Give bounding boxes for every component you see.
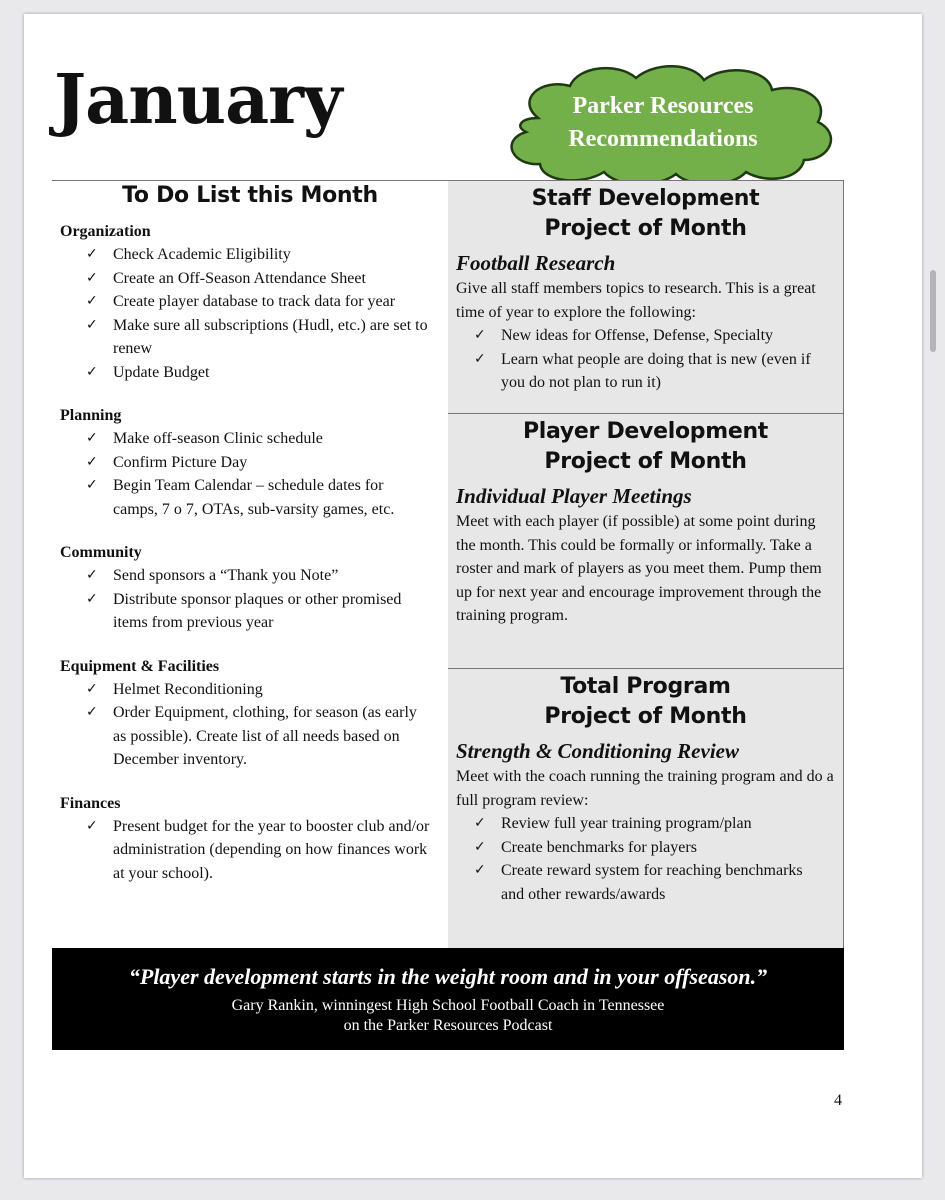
player-title-line-2: Project of Month — [544, 449, 747, 474]
checklist-item-text: Update Budget — [113, 363, 210, 381]
checkmark-icon: ✓ — [86, 590, 98, 607]
checkmark-icon: ✓ — [86, 704, 98, 720]
checklist-item — [60, 588, 431, 635]
todo-checklist — [60, 815, 448, 886]
todo-group — [60, 792, 448, 886]
player-subtitle: Individual Player Meetings — [456, 484, 692, 508]
checklist-item — [60, 701, 431, 772]
checklist-item — [60, 815, 431, 886]
total-title-line-2: Project of Month — [544, 704, 747, 729]
todo-checklist — [60, 427, 448, 521]
checkmark-icon: ✓ — [474, 350, 486, 367]
todo-group-title: Community — [60, 544, 142, 561]
checklist-item-text: Learn what people are doing that is new (even if you do not plan to run it) — [501, 350, 811, 391]
month-title: January — [54, 60, 342, 140]
checkmark-icon: ✓ — [86, 293, 98, 309]
checklist-item — [448, 324, 829, 348]
todo-group-title: Equipment & Facilities — [60, 657, 220, 675]
checkmark-icon: ✓ — [86, 246, 98, 262]
checklist-item — [60, 427, 431, 451]
checklist-item-text: Distribute sponsor plaques or other promised items from previous year — [113, 590, 402, 631]
checkmark-icon: ✓ — [86, 269, 98, 286]
checklist-item — [60, 474, 431, 521]
checklist-item-text: Make sure all subscriptions (Hudl, etc.) are set to renew — [113, 316, 428, 357]
checkmark-icon: ✓ — [86, 363, 98, 380]
checklist-item — [448, 859, 829, 906]
checkmark-icon: ✓ — [86, 430, 98, 446]
checklist-item — [60, 678, 431, 702]
total-program-panel — [448, 669, 844, 949]
staff-title-line-1: Staff Development — [531, 186, 760, 211]
checkmark-icon: ✓ — [474, 838, 486, 855]
total-checklist — [448, 812, 843, 906]
staff-checklist — [448, 324, 843, 395]
checklist-item-text: Create an Off-Season Attendance Sheet — [113, 269, 366, 287]
todo-group — [60, 220, 448, 384]
todo-group-title: Finances — [60, 794, 121, 812]
staff-subtitle: Football Research — [456, 251, 616, 275]
player-title-line-1: Player Development — [522, 419, 769, 444]
todo-group — [60, 404, 448, 521]
checklist-item-text: Make off-season Clinic schedule — [113, 430, 323, 447]
todo-group-title: Planning — [60, 407, 122, 424]
todo-checklist — [60, 678, 448, 772]
todo-group — [60, 655, 448, 772]
checkmark-icon: ✓ — [86, 680, 98, 697]
checklist-item — [60, 290, 431, 314]
checkmark-icon: ✓ — [474, 862, 486, 878]
checklist-item — [448, 812, 829, 836]
checkmark-icon: ✓ — [86, 817, 98, 834]
todo-heading: To Do List this Month — [122, 183, 378, 208]
staff-title-line-2: Project of Month — [544, 216, 747, 241]
quote-text: “Player development starts in the weight room and in your offseason.” — [128, 964, 768, 989]
badge-line-1: Parker Resources — [572, 93, 754, 119]
staff-development-panel — [448, 180, 844, 414]
recommendations-badge — [478, 60, 848, 188]
checklist-item-text: Check Academic Eligibility — [113, 246, 291, 263]
checkmark-icon: ✓ — [474, 815, 486, 831]
quote-attribution-line-2: on the Parker Resources Podcast — [343, 1017, 553, 1034]
checklist-item-text: Create benchmarks for players — [501, 838, 697, 856]
checkmark-icon: ✓ — [86, 316, 98, 333]
staff-body: Give all staff members topics to research. This is a great time of year to explore the following: — [456, 280, 816, 321]
checklist-item — [448, 836, 829, 860]
vertical-scrollbar[interactable] — [930, 270, 936, 352]
checklist-item-text: Present budget for the year to booster club and/or administration (depending on how finances work at your school). — [113, 817, 430, 882]
checklist-item — [60, 314, 431, 361]
quote-banner — [52, 948, 844, 1050]
checkmark-icon: ✓ — [474, 327, 486, 343]
player-development-panel — [448, 414, 844, 669]
checklist-item — [60, 451, 431, 475]
player-body: Meet with each player (if possible) at some point during the month. This could be formally or informally. Take a roster and mark of players as you meet them. Pump them up for next year and encourage improvement through the training program. — [456, 513, 822, 624]
badge-line-2: Recommendations — [568, 126, 758, 152]
todo-groups — [52, 220, 448, 885]
total-body: Meet with the coach running the training program and do a full program review: — [456, 768, 834, 809]
checklist-item-text: Confirm Picture Day — [113, 453, 248, 471]
checklist-item-text: Create reward system for reaching benchmarks and other rewards/awards — [501, 862, 803, 903]
checkmark-icon: ✓ — [86, 453, 98, 470]
projects-column — [448, 180, 844, 949]
checklist-item-text: Begin Team Calendar – schedule dates for camps, 7 o 7, OTAs, sub-varsity games, etc. — [113, 477, 395, 518]
total-subtitle: Strength & Conditioning Review — [456, 739, 739, 763]
checklist-item-text: Helmet Reconditioning — [113, 680, 263, 698]
checklist-item-text: New ideas for Offense, Defense, Specialty — [501, 327, 774, 344]
checklist-item — [448, 348, 829, 395]
checklist-item — [60, 361, 431, 385]
page-number: 4 — [834, 1092, 842, 1109]
checklist-item-text: Send sponsors a “Thank you Note” — [113, 567, 339, 584]
todo-checklist — [60, 564, 448, 635]
checkmark-icon: ✓ — [86, 477, 98, 493]
checkmark-icon: ✓ — [86, 567, 98, 583]
total-title-line-1: Total Program — [560, 674, 731, 699]
todo-checklist — [60, 243, 448, 384]
quote-attribution-line-1: Gary Rankin, winningest High School Football Coach in Tennessee — [231, 997, 665, 1014]
checklist-item — [60, 267, 431, 291]
todo-group-title: Organization — [60, 223, 151, 240]
checklist-item-text: Create player database to track data for year — [113, 293, 396, 310]
todo-column — [52, 180, 449, 949]
checklist-item — [60, 564, 431, 588]
checklist-item-text: Order Equipment, clothing, for season (as early as possible). Create list of all needs based on December inventory. — [113, 704, 417, 768]
todo-group — [60, 541, 448, 635]
checklist-item — [60, 243, 431, 267]
checklist-item-text: Review full year training program/plan — [501, 815, 752, 832]
